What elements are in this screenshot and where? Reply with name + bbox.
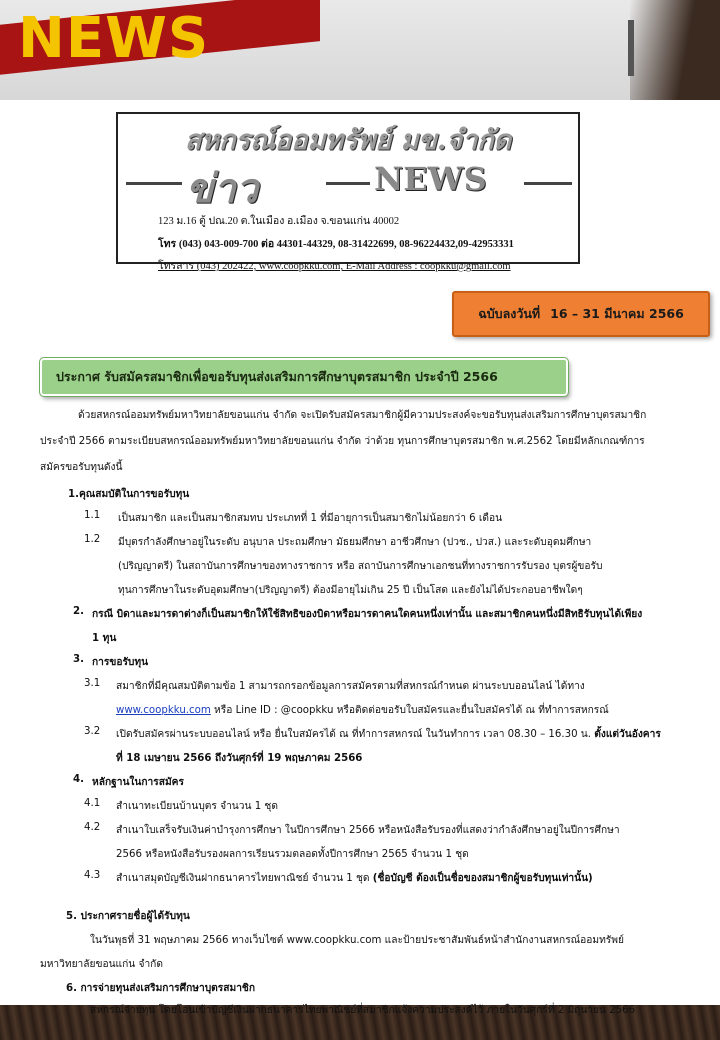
issue-label: ฉบับลงวันที่: [478, 306, 541, 321]
phone-line: โทร (043) 043-009-700 ต่อ 44301-44329, 08-31422699, 08-96224432,09-42953331: [158, 239, 514, 250]
newsletter-page: [0, 100, 720, 1016]
item-text: [116, 726, 661, 742]
section-number: 2.: [73, 606, 84, 617]
decorative-stripe: [630, 0, 720, 110]
section-6-text: สหกรณ์จ่ายทุน โดยโอนเข้าบัญชีเงินฝากธนาคารไทยพาณิชย์ที่สมาชิกแจ้งความประสงค์ไว้ ภายในวันศุกร์ที่ 2 มิถุนายน 2566: [90, 1005, 636, 1016]
item-text-continued: หรือ Line ID : @coopkku หรือติดต่อขอรับใบสมัครและยื่นใบสมัครได้ ณ ที่ทำการสหกรณ์: [210, 705, 609, 716]
section-number: 3.: [73, 654, 84, 665]
item-text: (ปริญญาตรี) ในสถาบันการศึกษาของทางราชการ หรือ สถาบันการศึกษาเอกชนที่ทางราชการรับรอง บุตรผู้ขอรับ: [118, 561, 603, 572]
address-line: 123 ม.16 ตู้ ปณ.20 ต.ในเมือง อ.เมือง จ.ขอนแก่น 40002: [158, 216, 400, 227]
coop-name: สหกรณ์ออมทรัพย์ มข.จำกัด: [184, 125, 512, 156]
item-text: สำเนาทะเบียนบ้านบุตร จำนวน 1 ชุด: [116, 801, 278, 812]
section-number: 4.: [73, 774, 84, 785]
item-text: [116, 702, 609, 718]
section-6-heading: 6. การจ่ายทุนส่งเสริมการศึกษาบุตรสมาชิก: [66, 983, 256, 994]
item-number: 3.2: [84, 726, 101, 737]
masthead-rule: [326, 182, 370, 185]
masthead-rule: [524, 182, 572, 185]
item-number: 3.1: [84, 678, 101, 689]
item-number: 4.1: [84, 798, 101, 809]
section-5-heading: 5. ประกาศรายชื่อผู้ได้รับทุน: [66, 911, 190, 922]
section-1-heading: 1.คุณสมบัติในการขอรับทุน: [68, 489, 190, 500]
item-number: 4.2: [84, 822, 101, 833]
section-4-heading: หลักฐานในการสมัคร: [92, 777, 184, 788]
item-number: 4.3: [84, 870, 101, 881]
masthead-rule: [126, 182, 182, 185]
fax-line: โทรสาร (043) 202422, www.coopkku.com, E-Mail Address : coopkku@gmail.com: [158, 261, 511, 272]
coop-website-link[interactable]: www.coopkku.com: [116, 705, 211, 716]
item-text: [116, 870, 593, 886]
issue-date-badge: [452, 291, 710, 337]
item-text: เป็นสมาชิก และเป็นสมาชิกสมทบ ประเภทที่ 1 ที่มีอายุการเป็นสมาชิกไม่น้อยกว่า 6 เดือน: [118, 513, 503, 524]
issue-date: 16 – 31 มีนาคม 2566: [550, 306, 684, 321]
section-3-heading: การขอรับทุน: [92, 657, 149, 668]
masthead-news: NEWS: [374, 160, 487, 198]
item-number: 1.2: [84, 534, 101, 545]
announcement-title: ประกาศ รับสมัครสมาชิกเพื่อขอรับทุนส่งเสริมการศึกษาบุตรสมาชิก ประจำปี 2566: [40, 358, 568, 396]
item-text-bold: ตั้งแต่วันอังคาร: [594, 729, 661, 740]
news-logo: NEWS: [18, 6, 210, 71]
section-2-text: 1 ทุน: [92, 633, 117, 644]
item-number: 1.1: [84, 510, 101, 521]
section-5-text: ในวันพุธที่ 31 พฤษภาคม 2566 ทางเว็บไซต์ www.coopkku.com และป้ายประชาสัมพันธ์หน้าสำนักงานสหกรณ์ออมทรัพย์: [90, 935, 624, 946]
item-text: สมาชิกที่มีคุณสมบัติตามข้อ 1 สามารถกรอกข้อมูลการสมัครตามที่สหกรณ์กำหนด ผ่านระบบออนไลน์ ได้ทาง: [116, 681, 585, 692]
item-text: ทุนการศึกษาในระดับอุดมศึกษา(ปริญญาตรี) ต้องมีอายุไม่เกิน 25 ปี เป็นโสด และยังไม่ได้ประกอบอาชีพใดๆ: [118, 585, 583, 596]
item-text: 2566 หรือหนังสือรับรองผลการเรียนรวมตลอดทั้งปีการศึกษา 2565 จำนวน 1 ชุด: [116, 849, 469, 860]
section-2-text: กรณี บิดาและมารดาต่างก็เป็นสมาชิกให้ใช้สิทธิของบิดาหรือมารดาคนใดคนหนึ่งเท่านั้น และสมาชิกคนหนึ่งมีสิทธิรับทุนได้เพียง: [92, 609, 643, 620]
intro-line: ด้วยสหกรณ์ออมทรัพย์มหาวิทยาลัยขอนแก่น จำกัด จะเปิดรับสมัครสมาชิกผู้มีความประสงค์จะขอรับทุนส่งเสริมการศึกษาบุตรสมาชิก: [78, 410, 647, 421]
intro-line: ประจำปี 2566 ตามระเบียบสหกรณ์ออมทรัพย์มหาวิทยาลัยขอนแก่น จำกัด ว่าด้วย ทุนการศึกษาบุตรสมาชิก พ.ศ.2562 โดยมีหลักเกณฑ์การ: [40, 436, 645, 447]
item-text-part: เปิดรับสมัครผ่านระบบออนไลน์ หรือ ยื่นใบสมัครได้ ณ ที่ทำการสหกรณ์ ในวันทำการ เวลา 08.30 – 16.30 น.: [116, 729, 595, 740]
item-text-bold: (ชื่อบัญชี ต้องเป็นชื่อของสมาชิกผู้ขอรับทุนเท่านั้น): [372, 873, 593, 884]
item-text: มีบุตรกำลังศึกษาอยู่ในระดับ อนุบาล ประถมศึกษา มัธยมศึกษา อาชีวศึกษา (ปวช., ปวส.) และระดับอุดมศึกษา: [118, 537, 592, 548]
item-text-part: สำเนาสมุดบัญชีเงินฝากธนาคารไทยพาณิชย์ จำนวน 1 ชุด: [116, 873, 373, 884]
intro-line: สมัครขอรับทุนดังนี้: [40, 462, 123, 473]
decorative-slash: [628, 20, 634, 76]
section-5-text: มหาวิทยาลัยขอนแก่น จำกัด: [40, 959, 163, 970]
masthead-khao: ข่าว: [186, 165, 259, 212]
item-text: ที่ 18 เมษายน 2566 ถึงวันศุกร์ที่ 19 พฤษภาคม 2566: [116, 753, 363, 764]
masthead: [126, 156, 572, 212]
item-text: สำเนาใบเสร็จรับเงินค่าบำรุงการศึกษา ในปีการศึกษา 2566 หรือหนังสือรับรองที่แสดงว่ากำลังศึกษาอยู่ในปีการศึกษา: [116, 825, 620, 836]
newsletter-header: [116, 112, 580, 272]
